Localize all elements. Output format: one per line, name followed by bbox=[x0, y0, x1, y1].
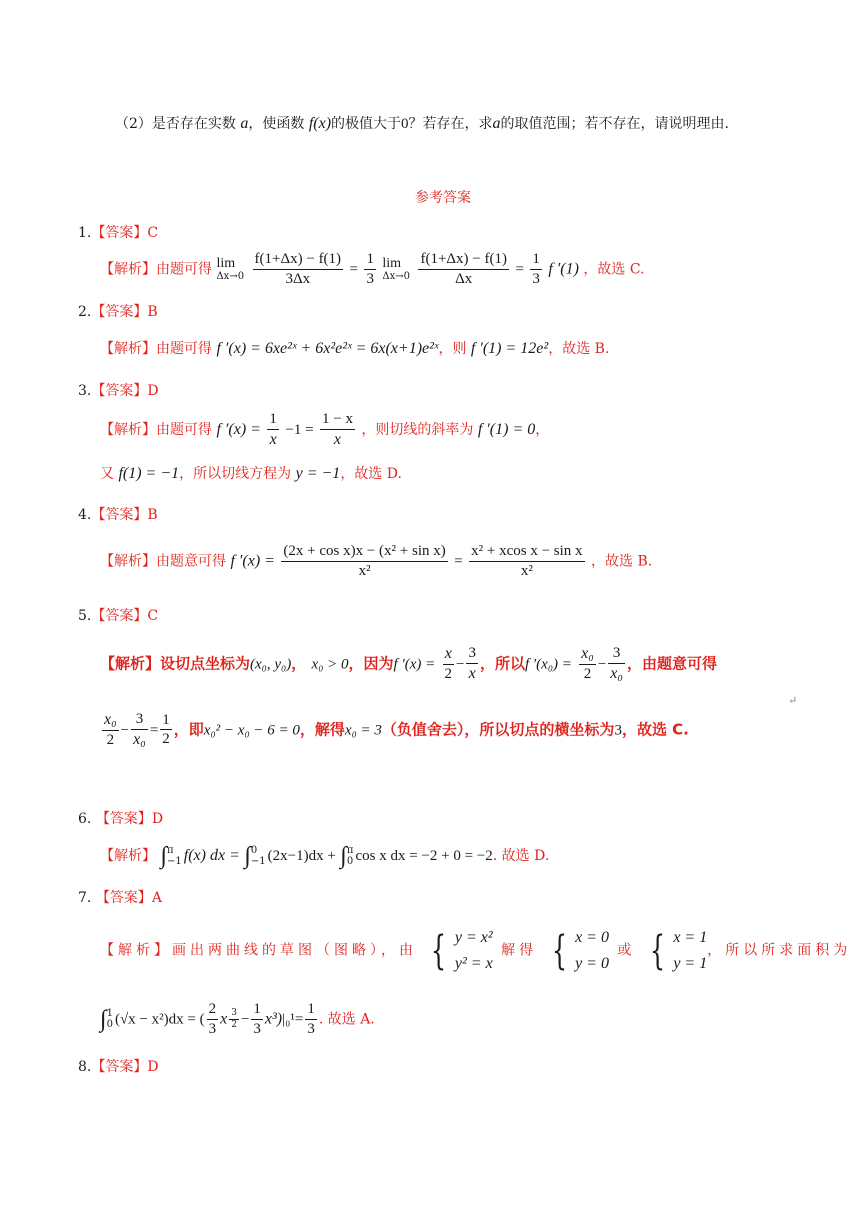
analysis-text: ，解得 bbox=[299, 720, 345, 739]
equation-system: y = x² y² = x bbox=[454, 929, 493, 972]
analysis-text: 或 bbox=[617, 942, 636, 959]
fraction: $\frac{1}{2}$ bbox=[162, 711, 170, 748]
analysis-text: 解得 bbox=[501, 942, 538, 959]
answer-value: C bbox=[147, 225, 159, 241]
math-expr: (x₀, y₀) bbox=[250, 656, 292, 673]
answer-value: D bbox=[151, 811, 164, 827]
math-expr: f(x) dx = bbox=[183, 847, 240, 864]
answer-label: 【答案】 bbox=[95, 890, 152, 906]
fraction: $\frac{3}{x}$ bbox=[468, 645, 476, 682]
answer-6 bbox=[78, 812, 163, 826]
analysis-close: . 故选 D. bbox=[492, 848, 550, 864]
analysis-1 bbox=[100, 250, 645, 289]
answer-8 bbox=[78, 1060, 159, 1074]
answer-4 bbox=[78, 508, 158, 522]
analysis-close: ，故选 B. bbox=[548, 341, 610, 357]
analysis-label: 【解析】 bbox=[100, 654, 161, 673]
math-expr: f ′(x) = bbox=[393, 656, 436, 673]
brace: { bbox=[431, 927, 450, 974]
question-number: （2） bbox=[115, 116, 152, 132]
answer-value: C bbox=[147, 608, 159, 624]
math-expr: f ′(1) = 0 bbox=[477, 420, 536, 438]
math-expr: 3 bbox=[614, 722, 622, 739]
analysis-3 bbox=[100, 410, 549, 450]
analysis-7-line2 bbox=[100, 1000, 375, 1039]
var-a: a bbox=[240, 115, 249, 132]
analysis-text: ，则切线的斜率为 bbox=[361, 421, 474, 438]
fraction: $\frac{1 - x}{x}$ bbox=[321, 411, 353, 448]
analysis-label: 【解析】 bbox=[100, 261, 156, 278]
analysis-close: ，故选 B. bbox=[591, 553, 653, 570]
question-2 bbox=[115, 116, 729, 132]
integral-limits: π 0 bbox=[346, 845, 354, 867]
fraction: $\frac{\text{x₀}}{2}$ bbox=[104, 711, 117, 748]
analysis-text: 画出两曲线的草图（图略），由 bbox=[172, 942, 417, 959]
equals: = bbox=[515, 261, 524, 278]
analysis-5 bbox=[100, 644, 717, 684]
minus: − bbox=[120, 722, 130, 739]
paragraph-mark-icon: ↵ bbox=[788, 694, 798, 707]
analysis-text: 由题可得 bbox=[156, 421, 212, 438]
analysis-text: ，即 bbox=[173, 720, 204, 739]
analysis-label: 【解析】 bbox=[100, 341, 156, 357]
integral-sign: ∫ bbox=[100, 1006, 107, 1033]
integral-limits: 1 0 bbox=[106, 1008, 113, 1031]
equals: = bbox=[454, 553, 463, 570]
answer-value: B bbox=[147, 304, 158, 320]
brace: { bbox=[649, 927, 668, 974]
analysis-text: 由题可得 bbox=[156, 261, 212, 278]
analysis-text: ， bbox=[291, 654, 307, 673]
answer-value: A bbox=[151, 890, 162, 906]
answer-value: D bbox=[147, 1059, 159, 1075]
question-text: 的取值范围；若不存在，请说明理由. bbox=[500, 116, 729, 132]
analysis-close: ，故选 D. bbox=[340, 466, 402, 482]
analysis-text: （负值舍去），所以切点的横坐标为 bbox=[381, 720, 615, 739]
integral-sign: ∫ bbox=[340, 843, 347, 869]
limit: lim Δx→0 bbox=[382, 256, 410, 283]
math-expr: f ′(1) = 12e² bbox=[470, 340, 549, 357]
math-expr: f(1) = −1 bbox=[118, 465, 180, 482]
analysis-2 bbox=[100, 341, 609, 357]
answer-5 bbox=[78, 609, 158, 623]
question-text: 的极值大于 bbox=[331, 116, 402, 132]
question-text: ，使函数 bbox=[248, 116, 305, 132]
analysis-label: 【解析】 bbox=[100, 848, 156, 864]
math-expr: f ′(x₀) = bbox=[524, 656, 572, 673]
func-fx: f(x) bbox=[308, 115, 332, 132]
analysis-7 bbox=[100, 925, 851, 976]
equals: = bbox=[349, 261, 358, 278]
analysis-text: ，由题意可得 bbox=[626, 654, 717, 673]
analysis-close: ，故选 C. bbox=[621, 720, 689, 739]
limit: lim Δx→0 bbox=[216, 256, 245, 283]
answer-label: 【答案】 bbox=[91, 225, 148, 241]
math-expr: x₀ = 3 bbox=[344, 722, 382, 739]
math-expr: y = −1 bbox=[295, 465, 341, 482]
answer-label: 【答案】 bbox=[91, 608, 148, 624]
analysis-text: 又 bbox=[100, 466, 114, 482]
analysis-label: 【解析】 bbox=[100, 553, 156, 570]
item-number: 2. bbox=[78, 304, 92, 320]
analysis-5-line2 bbox=[100, 710, 689, 750]
item-number: 6. bbox=[78, 811, 92, 827]
analysis-text: 设切点坐标为 bbox=[160, 654, 251, 673]
fraction: $\frac{1}{3}$ bbox=[532, 251, 540, 287]
math-expr: cos x dx = −2 + 0 = −2 bbox=[355, 848, 493, 864]
math-expr: x³) bbox=[264, 1010, 283, 1028]
math-expr: (√x − x²)dx = ( bbox=[114, 1011, 205, 1028]
answers-heading: 参考答案 bbox=[415, 190, 471, 206]
math-expr: −1 = bbox=[285, 421, 314, 438]
integral-sign: ∫ bbox=[244, 843, 251, 869]
analysis-close: ，故选 C. bbox=[583, 261, 645, 278]
math-expr: x bbox=[220, 1010, 228, 1028]
analysis-text: ，所以 bbox=[479, 654, 525, 673]
analysis-close: . 故选 A. bbox=[318, 1011, 375, 1028]
item-number: 7. bbox=[78, 890, 92, 906]
answer-label: 【答案】 bbox=[91, 1059, 148, 1075]
analysis-4 bbox=[100, 542, 652, 581]
analysis-6 bbox=[100, 844, 549, 868]
answer-label: 【答案】 bbox=[91, 507, 148, 523]
math-expr: x₀² − x₀ − 6 = 0 bbox=[203, 722, 300, 739]
analysis-3-line2 bbox=[100, 466, 402, 482]
math-expr: |₀¹= bbox=[282, 1011, 304, 1028]
var-a: a bbox=[492, 115, 501, 132]
math-expr: x₀ > 0 bbox=[311, 656, 349, 673]
question-text: 是否存在实数 bbox=[151, 116, 236, 132]
answer-value: D bbox=[147, 383, 159, 399]
minus: − bbox=[597, 656, 607, 673]
math-expr: f ′(x) = bbox=[230, 552, 275, 570]
answer-1 bbox=[78, 226, 158, 240]
fraction-exponent: $\frac{3}{2}$ bbox=[231, 1007, 237, 1030]
brace: { bbox=[551, 927, 570, 974]
analysis-text: ，所以切线方程为 bbox=[179, 466, 292, 482]
equals: = bbox=[149, 722, 159, 739]
question-text: ？若存在，求 bbox=[408, 116, 493, 132]
item-number: 3. bbox=[78, 383, 92, 399]
integral-limits: 0 −1 bbox=[250, 845, 266, 867]
math-expr: f ′(1) bbox=[548, 260, 579, 278]
analysis-text: ，所以所求面积为 bbox=[707, 942, 852, 959]
answer-value: B bbox=[147, 507, 158, 523]
item-number: 4. bbox=[78, 507, 92, 523]
answer-label: 【答案】 bbox=[91, 304, 148, 320]
minus: − bbox=[240, 1011, 250, 1028]
item-number: 5. bbox=[78, 608, 92, 624]
fraction: $\frac{2}{3}$ bbox=[208, 1001, 217, 1037]
analysis-label: 【解析】 bbox=[100, 942, 172, 959]
analysis-text: ，因为 bbox=[348, 654, 394, 673]
answer-label: 【答案】 bbox=[91, 383, 148, 399]
fraction: $\frac{\text{x₀}}{2}$ bbox=[581, 645, 594, 682]
minus: − bbox=[456, 656, 465, 673]
equation-system: x = 0 y = 0 bbox=[575, 929, 609, 972]
fraction: $\frac{1}{3}$ bbox=[307, 1001, 315, 1037]
answer-7 bbox=[78, 891, 162, 905]
integral-limits: π −1 bbox=[167, 845, 182, 867]
fraction: $\frac{f(1+\Delta x) - f(1)}{3\Delta x}$ bbox=[254, 251, 342, 287]
answer-label: 【答案】 bbox=[95, 811, 152, 827]
answer-2 bbox=[78, 305, 158, 319]
analysis-text: ， bbox=[535, 421, 550, 438]
item-number: 1. bbox=[78, 225, 92, 241]
fraction: $\frac{1}{x}$ bbox=[269, 411, 277, 448]
item-number: 8. bbox=[78, 1059, 92, 1075]
analysis-text: 由题意可得 bbox=[156, 553, 226, 570]
analysis-text: 由题可得 bbox=[156, 341, 212, 357]
fraction: $\frac{1}{3}$ bbox=[366, 251, 374, 287]
math-expr: (2x−1)dx + bbox=[267, 848, 336, 864]
fraction: $\frac{\text{(2x + cos x)x − (x² + sin x)}}{\text{x²}}$ bbox=[283, 543, 446, 579]
zero: 0 bbox=[401, 116, 409, 132]
math-expr: f ′(x) = bbox=[216, 420, 261, 438]
analysis-text: ，则 bbox=[438, 341, 467, 357]
fraction: $\frac{3}{\text{x₀}}$ bbox=[610, 645, 623, 682]
fraction: $\frac{3}{\text{x₀}}$ bbox=[133, 711, 146, 748]
math-expr: f ′(x) = 6xe²ˣ + 6x²e²ˣ = 6x(x+1)e²ˣ bbox=[216, 340, 439, 357]
integral-sign: ∫ bbox=[160, 843, 168, 869]
analysis-label: 【解析】 bbox=[100, 421, 156, 438]
equation-system: x = 1 y = 1 bbox=[673, 929, 708, 972]
fraction: $\frac{\text{x² + xcos x − sin x}}{\text{x²}}$ bbox=[471, 543, 583, 579]
fraction: $\frac{1}{3}$ bbox=[253, 1001, 261, 1037]
fraction: $\frac{x}{2}$ bbox=[444, 645, 452, 682]
answer-3 bbox=[78, 384, 159, 398]
fraction: $\frac{f(1+\Delta x) - f(1)}{\Delta x}$ bbox=[420, 251, 507, 287]
